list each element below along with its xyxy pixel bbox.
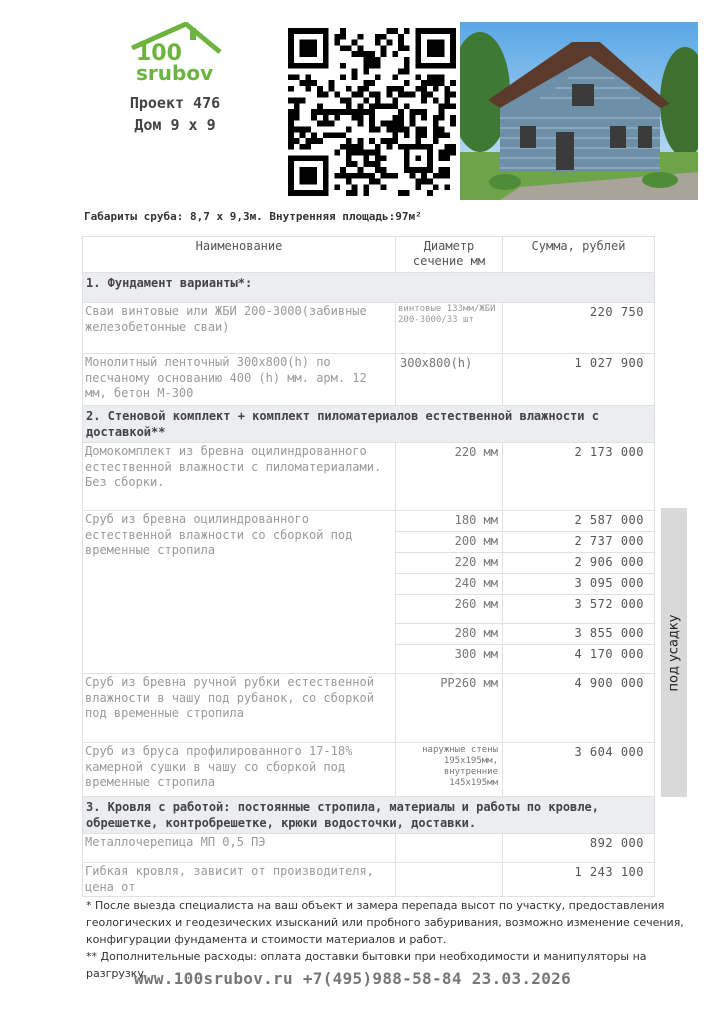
variant-diameter: 200 мм	[396, 532, 503, 553]
table-row	[83, 743, 655, 797]
settlement-label: под усадку	[666, 614, 682, 691]
row-diameter: 300х800(h)	[396, 354, 503, 406]
house-size: Дом 9 х 9	[134, 116, 216, 134]
row-diameter	[396, 863, 503, 897]
row-name: Монолитный ленточный 300х800(h) по песчаному основанию 400 (h) мм. арм. 12 мм, бетон М-300	[83, 354, 396, 406]
variant-diameter: 300 мм	[396, 645, 503, 674]
variant-sum: 2 587 000	[503, 511, 655, 532]
table-row	[83, 511, 655, 532]
row-sum: 4 900 000	[503, 674, 655, 743]
qr-code	[288, 28, 456, 196]
variant-diameter: 260 мм	[396, 595, 503, 624]
logo-number: 100	[136, 41, 182, 66]
project-number: Проект 476	[129, 94, 221, 112]
row-name: Металлочерепица МП 0,5 ПЭ	[83, 834, 396, 863]
header-sum: Сумма, рублей	[503, 237, 655, 273]
section-title: 3. Кровля с работой: постоянные стропила, материалы и работы по кровле, обрешетке, контробрешетке, крюки водосточки, доставки.	[83, 797, 655, 834]
table-row	[83, 443, 655, 511]
table-header-row	[83, 237, 655, 273]
section-row-foundation	[83, 273, 655, 303]
variant-diameter: 220 мм	[396, 553, 503, 574]
row-name: Сруб из бревна ручной рубки естественной влажности в чашу под рубанок, со сборкой под временные стропила	[83, 674, 396, 743]
row-diameter: 220 мм	[396, 443, 503, 511]
row-sum: 220 750	[503, 303, 655, 354]
footer-contacts[interactable]: www.100srubov.ru +7(495)988-58-84 23.03.2026	[134, 969, 572, 988]
variant-sum: 3 095 000	[503, 574, 655, 595]
row-name: Домокомплект из бревна оцилиндрованного естественной влажности с пиломатериалами. Без сборки.	[83, 443, 396, 511]
row-diameter: винтовые 133мм/ЖБИ 200-3000/33 шт	[396, 303, 503, 354]
table-row	[83, 834, 655, 863]
table-row	[83, 354, 655, 406]
variant-sum: 3 572 000	[503, 595, 655, 624]
variant-sum: 2 906 000	[503, 553, 655, 574]
variant-diameter: 180 мм	[396, 511, 503, 532]
variant-sum: 2 737 000	[503, 532, 655, 553]
row-sum: 1 243 100	[503, 863, 655, 897]
dimensions-text: Габариты сруба: 8,7 х 9,3м. Внутренняя площадь:97м²	[84, 210, 422, 223]
table-row	[83, 303, 655, 354]
company-logo	[128, 22, 224, 84]
table-row	[83, 863, 655, 897]
project-title	[110, 92, 240, 136]
row-diameter: РР260 мм	[396, 674, 503, 743]
variant-sum: 3 855 000	[503, 624, 655, 645]
row-name: Гибкая кровля, зависит от производителя, цена от	[83, 863, 396, 897]
section-row-roof	[83, 797, 655, 834]
variant-diameter: 240 мм	[396, 574, 503, 595]
header-diameter: Диаметр сечение мм	[396, 237, 503, 273]
house-photo	[460, 22, 698, 200]
section-row-walls	[83, 406, 655, 443]
variant-sum: 4 170 000	[503, 645, 655, 674]
row-name: Сваи винтовые или ЖБИ 200-3000(забивные железобетонные сваи)	[83, 303, 396, 354]
section-title: 2. Стеновой комплект + комплект пиломатериалов естественной влажности с доставкой**	[83, 406, 655, 443]
logo-text: srubov	[136, 61, 214, 84]
section-title: 1. Фундамент варианты*:	[83, 273, 655, 303]
row-sum: 892 000	[503, 834, 655, 863]
price-table	[82, 236, 655, 897]
footnote-2: ** Дополнительные расходы: оплата доставки бытовки при необходимости и манипуляторы на разгрузку.	[86, 950, 647, 980]
footnote-1: * После выезда специалиста на ваш объект и замера перепада высот по участку, предоставления геологических и геодезических изысканий или пробного забуривания, возможно изменение сечения, конфигурации фундамента и стоимости материалов и работ.	[86, 899, 684, 946]
row-name: Сруб из бревна оцилиндрованного естественной влажности со сборкой под временные стропила	[83, 511, 396, 674]
row-diameter	[396, 834, 503, 863]
header-name: Наименование	[83, 237, 396, 273]
row-sum: 3 604 000	[503, 743, 655, 797]
settlement-label-bar	[661, 508, 687, 797]
row-sum: 1 027 900	[503, 354, 655, 406]
table-row	[83, 674, 655, 743]
row-name: Сруб из бруса профилированного 17-18% камерной сушки в чашу со сборкой под временные стропила	[83, 743, 396, 797]
row-diameter: наружные стены 195х195мм, внутренние 145х195мм	[396, 743, 503, 797]
row-sum: 2 173 000	[503, 443, 655, 511]
variant-diameter: 280 мм	[396, 624, 503, 645]
